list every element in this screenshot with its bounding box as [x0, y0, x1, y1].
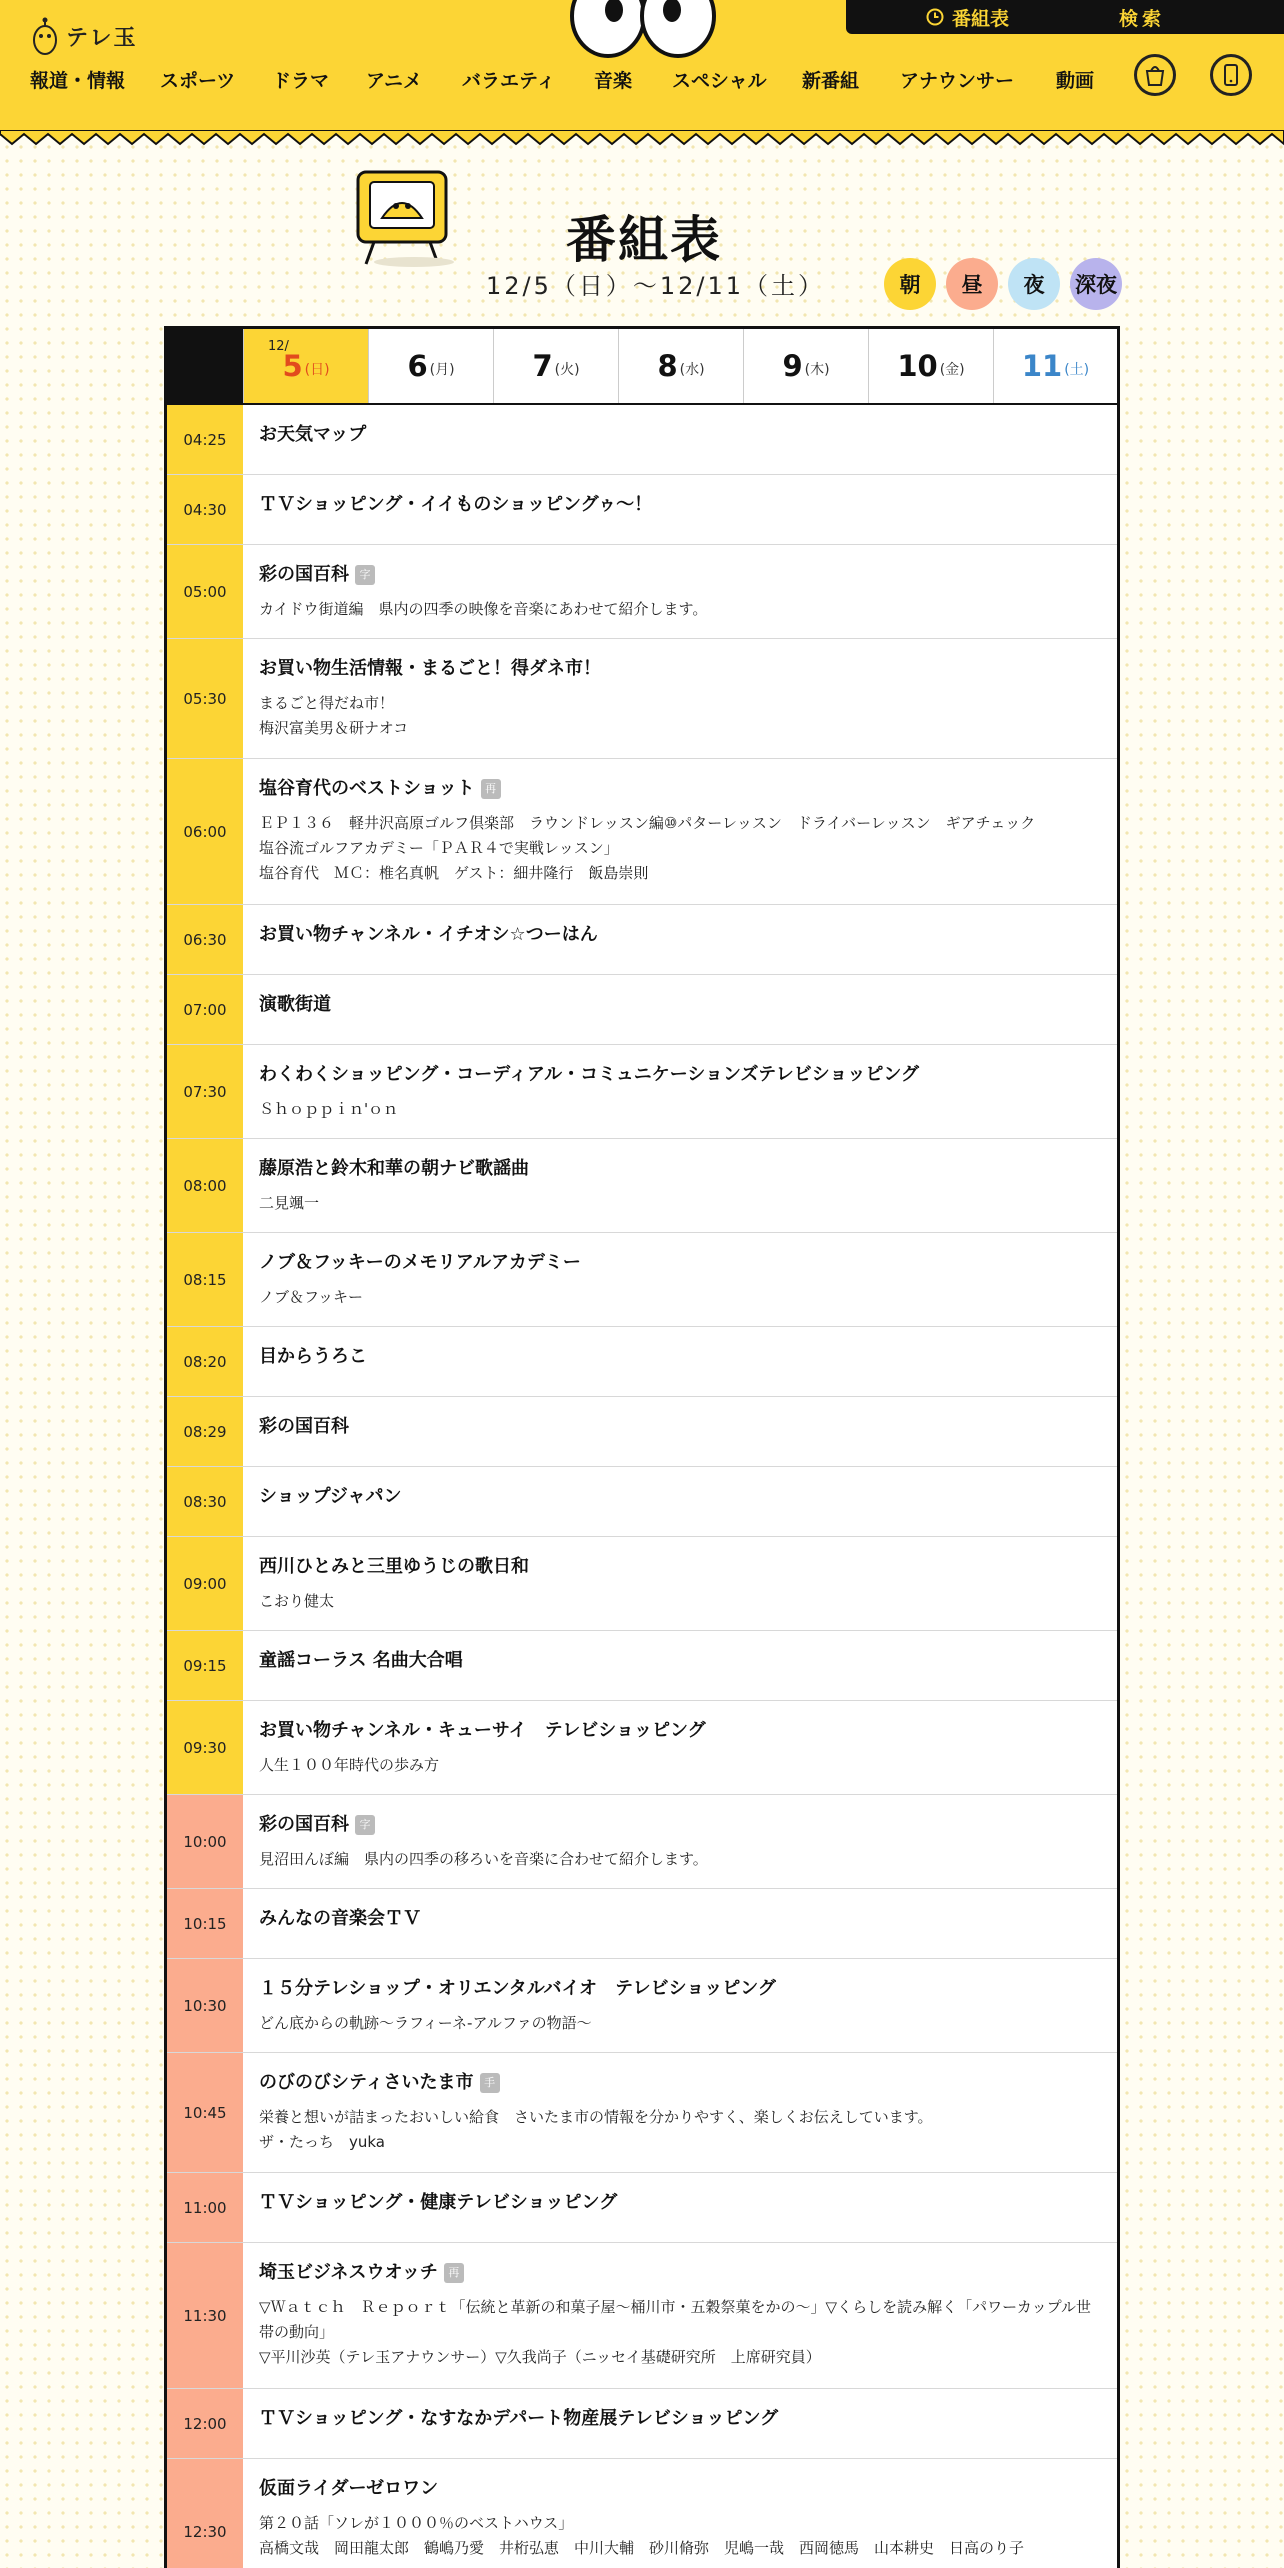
- program-description-line: 見沼田んぼ編 県内の四季の移ろいを音楽に合わせて紹介します。: [259, 1850, 708, 1868]
- program-description-line: 塩谷育代 ＭＣ：椎名真帆 ゲスト：細井隆行 飯島崇則: [259, 864, 649, 882]
- program-title[interactable]: のびのびシティさいたま市: [259, 2072, 474, 2093]
- program-description-line: どん底からの軌跡～ラフィーネ-アルファの物語～: [259, 2014, 592, 2032]
- program-start-time: 08:15: [167, 1233, 243, 1326]
- program-title-line: [259, 2071, 1103, 2095]
- program-row[interactable]: [167, 1701, 1117, 1795]
- program-start-time: 05:00: [167, 545, 243, 638]
- program-title[interactable]: ＴＶショッピング・健康テレビショッピング: [259, 2192, 618, 2213]
- main-nav: [0, 58, 1284, 98]
- program-title[interactable]: お買い物チャンネル・イチオシ☆つーはん: [259, 924, 598, 945]
- site-logo[interactable]: [30, 14, 138, 58]
- filter-morning[interactable]: 朝: [884, 258, 936, 310]
- nav-anime[interactable]: アニメ: [366, 70, 423, 92]
- program-info: [259, 2407, 1103, 2431]
- program-title-line: [259, 993, 1103, 1017]
- program-title[interactable]: 埼玉ビジネスウオッチ: [259, 2262, 438, 2283]
- program-info: [259, 1813, 1103, 1872]
- program-title-line: [259, 777, 1103, 801]
- mascot-eyes-icon: [568, 0, 718, 64]
- program-badge: 再: [444, 2263, 464, 2283]
- day-number: 11: [1021, 349, 1063, 383]
- day-tab-5[interactable]: [243, 329, 368, 403]
- program-info: [259, 657, 1103, 741]
- program-info: [259, 1977, 1103, 2036]
- program-description-line: 二見颯一: [259, 1194, 320, 1212]
- program-start-time: 09:30: [167, 1701, 243, 1794]
- program-start-time: 12:00: [167, 2389, 243, 2458]
- site-header: [0, 0, 1284, 136]
- program-title-line: [259, 1977, 1103, 2001]
- day-month-label: 12/: [268, 339, 289, 354]
- program-title[interactable]: 演歌街道: [259, 994, 331, 1015]
- program-description: [259, 1191, 1103, 1216]
- program-description-line: Ｓｈｏｐｐｉｎ'ｏｎ: [259, 1100, 399, 1118]
- program-title-line: [259, 1813, 1103, 1837]
- nav-music[interactable]: 音楽: [594, 70, 633, 92]
- program-title-line: [259, 2477, 1103, 2501]
- program-start-time: 10:15: [167, 1889, 243, 1958]
- day-header-corner: [167, 329, 243, 403]
- program-description-line: ノブ＆フッキー: [259, 1288, 363, 1306]
- program-title[interactable]: お天気マップ: [259, 424, 367, 445]
- program-info: [259, 1649, 1103, 1673]
- mascot-logo-icon: [30, 16, 60, 56]
- program-description: [259, 2011, 1103, 2036]
- program-row[interactable]: [167, 975, 1117, 1045]
- tv-mascot-icon: [354, 166, 464, 270]
- program-description: [259, 811, 1103, 886]
- program-start-time: 04:30: [167, 475, 243, 544]
- program-guide-label: 番組表: [952, 7, 1010, 30]
- program-info: [259, 1485, 1103, 1509]
- nav-special[interactable]: スペシャル: [672, 70, 767, 92]
- program-description: [259, 1847, 1103, 1872]
- program-info: [259, 493, 1103, 517]
- program-title-line: [259, 1555, 1103, 1579]
- program-info: [259, 1157, 1103, 1216]
- program-row[interactable]: [167, 1327, 1117, 1397]
- search-label: 検索: [1119, 7, 1166, 30]
- program-description-line: ▽平川沙英（テレ玉アナウンサー）▽久我尚子（ニッセイ基礎研究所 上席研究員）: [259, 2348, 821, 2366]
- program-title-line: [259, 1063, 1103, 1087]
- program-schedule: [164, 326, 1120, 2568]
- top-utility-bar: [846, 0, 1284, 34]
- program-badge: 手: [480, 2073, 500, 2093]
- program-start-time: 08:00: [167, 1139, 243, 1232]
- filter-daytime[interactable]: 昼: [946, 258, 998, 310]
- program-row[interactable]: [167, 2389, 1117, 2459]
- day-number: 6: [407, 349, 428, 383]
- program-info: [259, 923, 1103, 947]
- program-description-line: こおり健太: [259, 1592, 335, 1610]
- program-info: [259, 2477, 1103, 2561]
- day-number: 8: [657, 349, 678, 383]
- program-start-time: 07:30: [167, 1045, 243, 1138]
- program-title-line: [259, 1345, 1103, 1369]
- program-row[interactable]: [167, 545, 1117, 639]
- day-selector: [167, 329, 1117, 405]
- program-title-line: [259, 1485, 1103, 1509]
- program-info: [259, 2071, 1103, 2155]
- day-weekday: (木): [804, 362, 830, 378]
- program-info: [259, 1719, 1103, 1778]
- program-title[interactable]: 彩の国百科: [259, 1416, 349, 1437]
- header-zigzag-border: [0, 130, 1284, 148]
- program-description: [259, 1097, 1103, 1122]
- nav-videos[interactable]: 動画: [1056, 70, 1095, 92]
- program-title[interactable]: ＴＶショッピング・なすなかデパート物産展テレビショッピング: [259, 2408, 779, 2429]
- program-row[interactable]: [167, 1233, 1117, 1327]
- program-info: [259, 1907, 1103, 1931]
- program-start-time: 04:25: [167, 405, 243, 474]
- program-title[interactable]: ショップジャパン: [259, 1486, 402, 1507]
- day-weekday: (火): [554, 362, 580, 378]
- logo-text: テレ玉: [66, 25, 138, 51]
- program-title[interactable]: 目からうろこ: [259, 1346, 367, 1367]
- shop-bag-icon: [1137, 57, 1173, 93]
- day-tab-11[interactable]: [993, 329, 1117, 403]
- day-weekday: (月): [429, 362, 455, 378]
- program-info: [259, 563, 1103, 622]
- program-title-line: [259, 1719, 1103, 1743]
- filter-evening[interactable]: 夜: [1008, 258, 1060, 310]
- program-start-time: 08:20: [167, 1327, 243, 1396]
- program-row[interactable]: [167, 1467, 1117, 1537]
- day-number: 7: [532, 349, 553, 383]
- program-row[interactable]: [167, 405, 1117, 475]
- day-weekday: (日): [304, 362, 330, 378]
- time-of-day-filters: [884, 258, 1122, 310]
- page-title: 番組表: [566, 211, 722, 269]
- program-start-time: 10:45: [167, 2053, 243, 2172]
- program-info: [259, 1345, 1103, 1369]
- program-row[interactable]: [167, 1537, 1117, 1631]
- program-title-line: [259, 563, 1103, 587]
- program-row[interactable]: [167, 1045, 1117, 1139]
- program-row[interactable]: [167, 475, 1117, 545]
- program-start-time: 08:29: [167, 1397, 243, 1466]
- program-info: [259, 2261, 1103, 2370]
- program-row[interactable]: [167, 2173, 1117, 2243]
- program-info: [259, 1415, 1103, 1439]
- program-description-line: 高橋文哉 岡田龍太郎 鶴嶋乃愛 井桁弘恵 中川大輔 砂川脩弥 児嶋一哉 西岡徳馬 山本耕史 日高のり子: [259, 2539, 1025, 2557]
- program-description-line: ザ・たっち yuka: [259, 2133, 385, 2151]
- program-start-time: 05:30: [167, 639, 243, 758]
- program-description-line: 人生１００年時代の歩み方: [259, 1756, 440, 1774]
- program-title[interactable]: 童謡コーラス 名曲大合唱: [259, 1650, 463, 1671]
- program-start-time: 10:30: [167, 1959, 243, 2052]
- program-title[interactable]: お買い物チャンネル・キューサイ テレビショッピング: [259, 1720, 706, 1741]
- program-description-line: カイドウ街道編 県内の四季の映像を音楽にあわせて紹介します。: [259, 600, 708, 618]
- program-description-line: ＥＰ１３６ 軽井沢高原ゴルフ倶楽部 ラウンドレッスン編⑩パターレッスン ドライバーレッスン ギアチェック: [259, 814, 1036, 832]
- telemall-icon[interactable]: [1134, 54, 1176, 96]
- search-link[interactable]: [1119, 4, 1165, 31]
- clock-icon: [926, 8, 944, 26]
- program-info: [259, 1251, 1103, 1310]
- program-description-line: 栄養と想いが詰まったおいしい給食 さいたま市の情報を分かりやすく、楽しくお伝えしています。: [259, 2108, 933, 2126]
- program-description-line: 第２０話「ソレが１０００％のベストハウス」: [259, 2514, 574, 2532]
- program-description: [259, 691, 1103, 741]
- program-title[interactable]: 仮面ライダーゼロワン: [259, 2478, 439, 2499]
- program-description: [259, 2105, 1103, 2155]
- program-title-line: [259, 2191, 1103, 2215]
- program-row[interactable]: [167, 1631, 1117, 1701]
- program-start-time: 09:00: [167, 1537, 243, 1630]
- program-start-time: 06:00: [167, 759, 243, 904]
- program-row[interactable]: [167, 759, 1117, 905]
- program-info: [259, 777, 1103, 886]
- program-title[interactable]: みんなの音楽会ＴＶ: [259, 1908, 421, 1929]
- program-start-time: 08:30: [167, 1467, 243, 1536]
- program-description-line: まるごと得だね市！: [259, 694, 395, 712]
- nav-announcers[interactable]: アナウンサー: [900, 70, 1015, 92]
- program-guide-link[interactable]: [926, 4, 1009, 31]
- program-title-line: [259, 1907, 1103, 1931]
- nav-drama[interactable]: ドラマ: [272, 70, 330, 92]
- program-info: [259, 423, 1103, 447]
- program-description: [259, 1589, 1103, 1614]
- program-list: [167, 405, 1117, 2568]
- program-info: [259, 993, 1103, 1017]
- program-description: [259, 597, 1103, 622]
- program-row[interactable]: [167, 1397, 1117, 1467]
- program-title-line: [259, 1415, 1103, 1439]
- day-number: 10: [897, 349, 938, 383]
- day-tab-7[interactable]: [493, 329, 618, 403]
- program-title[interactable]: 藤原浩と鈴木和華の朝ナビ歌謡曲: [259, 1158, 529, 1179]
- program-description-line: ▽Ｗａｔｃｈ Ｒｅｐｏｒｔ「伝統と革新の和菓子屋～桶川市・五穀祭菓をかの～」▽くらしを読み解く「パワーカップル世帯の動向」: [259, 2298, 1092, 2341]
- day-tab-9[interactable]: [743, 329, 868, 403]
- program-badge: 字: [355, 565, 375, 585]
- nav-news[interactable]: 報道・情報: [30, 70, 126, 92]
- program-row[interactable]: [167, 1795, 1117, 1889]
- nav-variety[interactable]: バラエティ: [462, 70, 556, 92]
- program-row[interactable]: [167, 639, 1117, 759]
- program-title-line: [259, 1649, 1103, 1673]
- day-weekday: (金): [939, 362, 965, 378]
- program-title[interactable]: 彩の国百科: [259, 1814, 349, 1835]
- program-description: [259, 2511, 1103, 2561]
- program-row[interactable]: [167, 2459, 1117, 2568]
- program-start-time: 06:30: [167, 905, 243, 974]
- program-title[interactable]: わくわくショッピング・コーディアル・コミュニケーションズテレビショッピング: [259, 1064, 920, 1085]
- program-row[interactable]: [167, 1889, 1117, 1959]
- day-weekday: (水): [679, 362, 705, 378]
- telebizz-app-icon[interactable]: [1210, 54, 1252, 96]
- nav-sports[interactable]: スポーツ: [160, 70, 236, 92]
- program-description: [259, 1285, 1103, 1310]
- program-title[interactable]: ノブ＆フッキーのメモリアルアカデミー: [259, 1252, 581, 1273]
- program-title-line: [259, 2261, 1103, 2285]
- program-info: [259, 1063, 1103, 1122]
- program-title-line: [259, 423, 1103, 447]
- program-row[interactable]: [167, 1139, 1117, 1233]
- filter-late-night[interactable]: 深夜: [1070, 258, 1122, 310]
- day-number: 5: [282, 349, 303, 383]
- program-title[interactable]: 塩谷育代のベストショット: [259, 778, 475, 799]
- program-badge: 字: [355, 1815, 375, 1835]
- day-number: 9: [782, 349, 803, 383]
- program-title-line: [259, 1157, 1103, 1181]
- day-tab-6[interactable]: [368, 329, 493, 403]
- program-start-time: 10:00: [167, 1795, 243, 1888]
- date-range: 12/5（日）〜12/11（土）: [486, 272, 826, 300]
- day-tab-8[interactable]: [618, 329, 743, 403]
- program-start-time: 07:00: [167, 975, 243, 1044]
- program-row[interactable]: [167, 2243, 1117, 2389]
- day-tab-10[interactable]: [868, 329, 993, 403]
- program-description: [259, 2295, 1103, 2370]
- program-start-time: 11:00: [167, 2173, 243, 2242]
- program-title[interactable]: ＴＶショッピング・イイものショッピングゥ～！: [259, 494, 653, 515]
- program-title-line: [259, 657, 1103, 681]
- program-title[interactable]: １５分テレショップ・オリエンタルバイオ テレビショッピング: [259, 1978, 776, 1999]
- program-description: [259, 1753, 1103, 1778]
- program-title[interactable]: 彩の国百科: [259, 564, 349, 585]
- program-row[interactable]: [167, 2053, 1117, 2173]
- program-start-time: 11:30: [167, 2243, 243, 2388]
- program-info: [259, 1555, 1103, 1614]
- smartphone-icon: [1213, 57, 1249, 93]
- program-title-line: [259, 493, 1103, 517]
- program-row[interactable]: [167, 1959, 1117, 2053]
- program-description-line: 塩谷流ゴルフアカデミー「ＰＡＲ４で実戦レッスン」: [259, 839, 619, 857]
- day-weekday: (土): [1064, 362, 1090, 378]
- program-title-line: [259, 923, 1103, 947]
- program-start-time: 12:30: [167, 2459, 243, 2568]
- program-title[interactable]: お買い物生活情報・まるごと！得ダネ市！: [259, 658, 601, 679]
- program-badge: 再: [481, 779, 501, 799]
- program-info: [259, 2191, 1103, 2215]
- program-description-line: 梅沢富美男＆研ナオコ: [259, 719, 409, 737]
- program-row[interactable]: [167, 905, 1117, 975]
- program-title-line: [259, 2407, 1103, 2431]
- program-title[interactable]: 西川ひとみと三里ゆうじの歌日和: [259, 1556, 529, 1577]
- program-start-time: 09:15: [167, 1631, 243, 1700]
- program-title-line: [259, 1251, 1103, 1275]
- nav-new-shows[interactable]: 新番組: [802, 70, 860, 92]
